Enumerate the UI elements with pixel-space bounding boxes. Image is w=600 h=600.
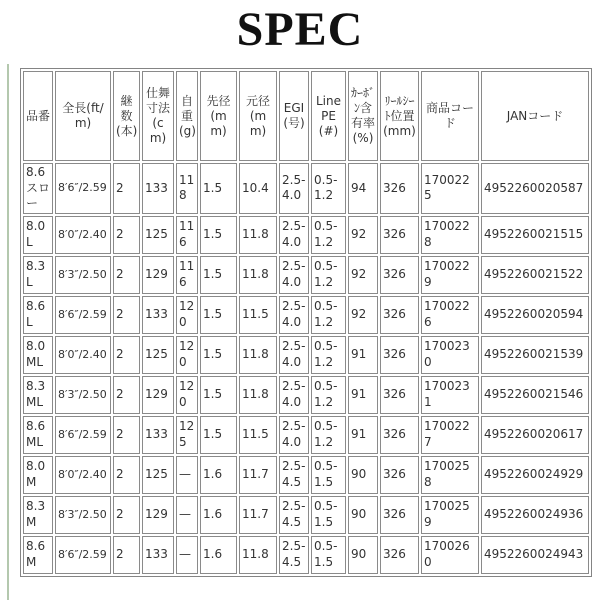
table-cell: 4952260020617 [481,416,589,454]
table-cell: 4952260021522 [481,256,589,294]
table-cell: 125 [142,336,174,374]
table-cell: 1.5 [200,216,237,254]
table-cell: 8′3″/2.50 [55,376,111,414]
table-cell: 8.3 M [23,496,53,534]
table-cell: 8.6 ML [23,416,53,454]
table-cell: 120 [176,376,198,414]
table-cell: 2 [113,163,140,214]
table-cell: 129 [142,376,174,414]
column-header: 継数(本) [113,71,140,161]
table-cell: 90 [348,456,378,494]
table-cell: 133 [142,296,174,334]
table-cell: — [176,496,198,534]
table-cell: 0.5-1.2 [311,256,346,294]
table-cell: 326 [380,163,419,214]
table-row [23,456,589,494]
table-cell: 120 [176,336,198,374]
table-cell: 8′6″/2.59 [55,296,111,334]
table-cell: 116 [176,216,198,254]
page-title: SPEC [236,3,364,56]
table-cell: 90 [348,496,378,534]
table-cell: 90 [348,536,378,574]
table-cell: 2 [113,216,140,254]
table-cell: 326 [380,216,419,254]
table-cell: 0.5-1.2 [311,163,346,214]
table-cell: 11.7 [239,456,277,494]
table-row [23,496,589,534]
table-cell: 2 [113,536,140,574]
table-cell: 92 [348,296,378,334]
table-cell: 8.3 ML [23,376,53,414]
table-cell: 133 [142,536,174,574]
table-cell: 2.5-4.5 [279,536,309,574]
table-cell: 1700231 [421,376,479,414]
table-cell: 4952260021515 [481,216,589,254]
table-cell: 1700228 [421,216,479,254]
table-cell: 1700260 [421,536,479,574]
table-cell: 118 [176,163,198,214]
table-cell: 11.8 [239,336,277,374]
table-cell: 125 [142,456,174,494]
table-cell: 2.5-4.5 [279,456,309,494]
table-cell: 2 [113,256,140,294]
column-header: ﾘｰﾙｼｰﾄ位置(mm) [380,71,419,161]
table-cell: 2 [113,496,140,534]
table-cell: 1.5 [200,256,237,294]
table-cell: 8.3 L [23,256,53,294]
column-header: JANコード [481,71,589,161]
table-cell: 8′3″/2.50 [55,496,111,534]
table-cell: 8.0 L [23,216,53,254]
table-cell: 8′6″/2.59 [55,416,111,454]
table-cell: 0.5-1.5 [311,536,346,574]
table-cell: 8.6 L [23,296,53,334]
table-cell: 11.8 [239,256,277,294]
table-row [23,296,589,334]
table-row [23,336,589,374]
table-cell: 2 [113,296,140,334]
table-cell: 94 [348,163,378,214]
table-cell: 2.5-4.0 [279,416,309,454]
table-cell: 2.5-4.0 [279,163,309,214]
table-cell: 125 [142,216,174,254]
table-cell: 1.5 [200,376,237,414]
table-cell: 92 [348,216,378,254]
table-cell: 8′6″/2.59 [55,163,111,214]
column-header: 元径(mm) [239,71,277,161]
table-cell: 2 [113,456,140,494]
table-cell: — [176,536,198,574]
table-cell: 10.4 [239,163,277,214]
table-cell: 8.0 ML [23,336,53,374]
table-cell: 2.5-4.0 [279,296,309,334]
table-cell: 8′0″/2.40 [55,456,111,494]
column-header: Line PE(#) [311,71,346,161]
table-cell: 1700259 [421,496,479,534]
table-cell: — [176,456,198,494]
table-header [23,71,589,161]
table-row [23,416,589,454]
table-cell: 129 [142,496,174,534]
table-cell: 2 [113,416,140,454]
table-cell: 8′3″/2.50 [55,256,111,294]
table-row [23,376,589,414]
column-header: 仕舞寸法(cm) [142,71,174,161]
table-cell: 11.8 [239,216,277,254]
table-cell: 2.5-4.0 [279,256,309,294]
table-cell: 1.6 [200,496,237,534]
table-cell: 91 [348,376,378,414]
table-cell: 0.5-1.5 [311,456,346,494]
column-header: 自重(g) [176,71,198,161]
table-body [23,163,589,574]
table-cell: 1700225 [421,163,479,214]
table-cell: 1700230 [421,336,479,374]
table-cell: 8′6″/2.59 [55,536,111,574]
table-cell: 0.5-1.2 [311,336,346,374]
table-cell: 11.8 [239,376,277,414]
table-cell: 92 [348,256,378,294]
table-cell: 1700227 [421,416,479,454]
table-cell: 8.0 M [23,456,53,494]
table-cell: 2.5-4.0 [279,216,309,254]
table-cell: 120 [176,296,198,334]
table-cell: 326 [380,296,419,334]
table-cell: 8′0″/2.40 [55,336,111,374]
table-cell: 0.5-1.2 [311,416,346,454]
table-cell: 2.5-4.0 [279,376,309,414]
table-cell: 125 [176,416,198,454]
table-cell: 1.5 [200,296,237,334]
table-cell: 1700258 [421,456,479,494]
table-cell: 4952260020587 [481,163,589,214]
table-cell: 326 [380,536,419,574]
table-cell: 1.5 [200,416,237,454]
table-cell: 4952260024943 [481,536,589,574]
table-cell: 1.5 [200,163,237,214]
table-cell: 1.6 [200,536,237,574]
column-header: 全長(ft/m) [55,71,111,161]
table-cell: 129 [142,256,174,294]
table-cell: 326 [380,416,419,454]
table-cell: 2.5-4.0 [279,336,309,374]
table-cell: 0.5-1.5 [311,496,346,534]
table-cell: 326 [380,456,419,494]
table-cell: 8′0″/2.40 [55,216,111,254]
table-cell: 8.6 スロー [23,163,53,214]
table-cell: 1700226 [421,296,479,334]
table-cell: 11.5 [239,416,277,454]
table-cell: 8.6 M [23,536,53,574]
spec-table [20,68,592,577]
header-row [23,71,589,161]
table-cell: 1.6 [200,456,237,494]
table-cell: 11.5 [239,296,277,334]
table-cell: 4952260024936 [481,496,589,534]
column-header: EGI(号) [279,71,309,161]
table-cell: 4952260021539 [481,336,589,374]
table-cell: 91 [348,336,378,374]
table-cell: 1700229 [421,256,479,294]
table-cell: 2 [113,336,140,374]
left-margin-rule [7,64,9,600]
column-header: ｶｰﾎﾞﾝ含有率(%) [348,71,378,161]
table-cell: 326 [380,496,419,534]
table-cell: 0.5-1.2 [311,376,346,414]
column-header: 商品コード [421,71,479,161]
table-cell: 0.5-1.2 [311,296,346,334]
table-cell: 11.8 [239,536,277,574]
table-cell: 4952260020594 [481,296,589,334]
table-cell: 91 [348,416,378,454]
table-cell: 116 [176,256,198,294]
table-cell: 326 [380,336,419,374]
column-header: 先径(mm) [200,71,237,161]
table-cell: 2.5-4.5 [279,496,309,534]
table-cell: 4952260021546 [481,376,589,414]
table-cell: 2 [113,376,140,414]
table-cell: 133 [142,416,174,454]
table-cell: 326 [380,376,419,414]
table-row [23,536,589,574]
column-header: 品番 [23,71,53,161]
table-row [23,256,589,294]
table-row [23,163,589,214]
table-row [23,216,589,254]
table-cell: 1.5 [200,336,237,374]
table-cell: 0.5-1.2 [311,216,346,254]
table-cell: 326 [380,256,419,294]
table-cell: 4952260024929 [481,456,589,494]
table-cell: 133 [142,163,174,214]
table-cell: 11.7 [239,496,277,534]
